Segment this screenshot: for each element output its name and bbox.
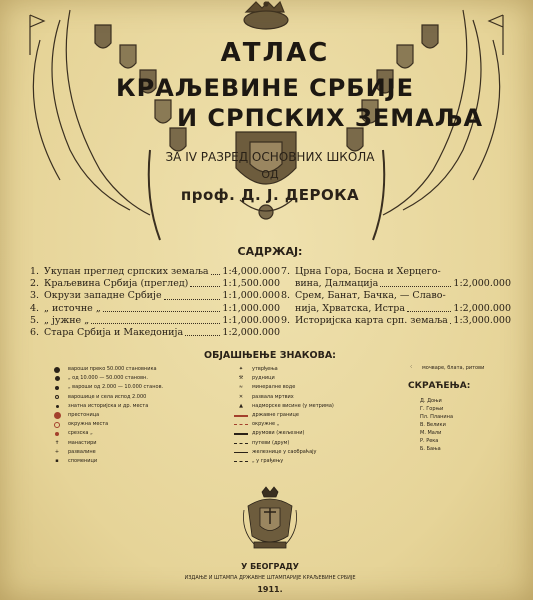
ruins-symbol: +	[54, 448, 60, 455]
monument-symbol: ▪	[55, 458, 59, 465]
abbreviations-heading: СКРАЋЕЊА:	[408, 381, 471, 391]
battle-symbol: ✕	[238, 393, 244, 400]
legend-item	[46, 448, 216, 457]
item-number: 2.	[30, 278, 40, 290]
item-number: 3.	[30, 290, 40, 302]
mineral-water-symbol: ≈	[238, 384, 244, 391]
item-scale: 1:1,000.000	[222, 314, 280, 326]
legend-text: споменици	[68, 458, 98, 465]
legend-text: железнице у саобраћају	[252, 448, 317, 455]
title-kingdom-serbia: КРАЉЕВИНЕ СРБИЈЕ	[116, 74, 414, 102]
legend-item	[46, 383, 216, 392]
legend-item	[46, 429, 216, 438]
historic-place-symbol	[46, 405, 68, 408]
item-scale: 1:4,000.000	[222, 266, 280, 277]
contents-list-right	[281, 266, 511, 327]
item-number: 6.	[30, 327, 40, 339]
town-symbol	[46, 386, 68, 390]
legend-item	[46, 457, 216, 466]
item-number: 7.	[281, 266, 291, 277]
legend-text: „ у грађењу	[252, 458, 284, 465]
item-title: Историјска карта срп. земаља	[295, 314, 448, 326]
item-title: Окрузи западне Србије	[44, 290, 162, 302]
legend-item	[230, 411, 400, 420]
contents-item	[30, 266, 280, 278]
legend-item	[230, 402, 400, 411]
main-road-symbol	[230, 433, 252, 435]
legend-text: знатна историјска и др. места	[68, 402, 149, 409]
item-title: Краљевина Србија (преглед)	[44, 278, 189, 290]
imprint-printer: ИЗДАЊЕ И ШТАМПА ДРЖАВНЕ ШТАМПАРИЈЕ КРАЉЕВИНЕ СРБИЈЕ	[184, 575, 356, 581]
subtitle-grade: ЗА IV РАЗРЕД ОСНОВНИХ ШКОЛА	[165, 150, 375, 164]
item-number: 8.	[281, 290, 291, 302]
legend-text: развалине	[68, 448, 96, 455]
contents-item	[281, 315, 511, 327]
contents-heading: САДРЖАЈ:	[237, 245, 303, 258]
item-number: 4.	[30, 302, 40, 314]
legend-item	[230, 457, 400, 466]
abbreviations-list	[420, 397, 453, 453]
legend-column-features	[230, 365, 400, 466]
legend-item	[230, 429, 400, 438]
leader-dots	[103, 303, 221, 312]
item-number	[281, 303, 295, 315]
legend-column-settlements	[46, 365, 216, 466]
legend-text: утврђења	[252, 366, 278, 372]
state-printing-emblem	[240, 486, 300, 556]
title-atlas: АТЛАС	[220, 38, 330, 68]
capital-symbol	[46, 412, 68, 419]
swamp-symbol: ⁖	[409, 365, 413, 371]
legend-text: друмови (жељезни)	[252, 430, 305, 437]
leader-dots	[450, 315, 452, 324]
legend-item	[46, 411, 216, 420]
legend-item	[46, 374, 216, 383]
contents-item	[281, 290, 511, 302]
fortress-symbol: ✦	[238, 366, 244, 372]
railway-symbol	[230, 452, 252, 453]
author-name: проф. Д. Ј. ДЕРОКА	[180, 186, 360, 204]
abbreviation-item: М. Мали	[420, 430, 442, 436]
legend-text: мочваре, блата, ритови	[422, 365, 485, 371]
legend-text: варошице и села испод 2.000	[68, 393, 147, 400]
leader-dots	[407, 303, 451, 312]
contents-item	[30, 278, 280, 290]
legend-text: вароши преко 50.000 становника	[68, 366, 157, 372]
leader-dots	[91, 315, 220, 324]
imprint-city: У БЕОГРАДУ	[241, 562, 299, 571]
legend-text: манастири	[68, 439, 97, 446]
state-border-symbol	[230, 415, 252, 417]
legend-swamp	[400, 365, 484, 371]
item-title: вина, Далмација	[295, 278, 379, 290]
item-scale: 1:2,000.000	[453, 302, 511, 314]
legend-item	[46, 393, 216, 402]
abbreviation-item: Б. Бања	[420, 446, 441, 452]
abbreviation-item: В. Велики	[420, 422, 446, 428]
legend-text: „ од 10.000 — 50.000 становн.	[68, 375, 148, 382]
contents-item	[281, 278, 511, 290]
item-scale: 1:1,000.000	[222, 302, 280, 314]
legend-text: надморске висине (у метрима)	[252, 402, 334, 409]
contents-item	[30, 290, 280, 302]
legend-text: престоница	[68, 412, 100, 419]
county-seat-symbol	[46, 432, 68, 436]
legend-item	[230, 365, 400, 374]
legend-item	[230, 448, 400, 457]
village-symbol	[46, 395, 68, 399]
item-scale: 1:2,000.000	[222, 327, 280, 339]
contents-item	[281, 266, 511, 278]
district-seat-symbol	[46, 422, 68, 428]
legend-item	[230, 439, 400, 448]
legend-text: „ вароши од 2.000 — 10.000 станов.	[68, 384, 164, 391]
abbreviation-item: Д. Доњи	[420, 398, 442, 404]
legend-item	[230, 420, 400, 429]
legend-text: окружна места	[68, 421, 109, 428]
city-symbol	[46, 376, 68, 381]
district-border-symbol	[230, 424, 252, 425]
leader-dots	[211, 266, 221, 275]
item-title: Укупан преглед српских земаља	[44, 266, 209, 277]
legend-text: срезска „	[68, 430, 93, 437]
item-scale: 1:3,000.000	[453, 314, 511, 326]
leader-dots	[185, 327, 220, 336]
legend-item	[46, 420, 216, 429]
item-number: 9.	[281, 314, 291, 326]
legend-item	[230, 383, 400, 392]
legend-text: рудници	[252, 375, 275, 382]
abbreviation-item: Р. Река	[420, 438, 439, 444]
legend-item	[230, 374, 400, 383]
item-number: 5.	[30, 314, 40, 326]
legend-text: окружне „	[252, 421, 280, 428]
abbreviation-item: Г. Горњи	[420, 406, 444, 412]
contents-list-left	[30, 266, 280, 339]
contents-item	[30, 315, 280, 327]
item-number: 1.	[30, 266, 40, 277]
item-scale: 1:1,500.000	[222, 278, 280, 290]
by-label: ОД	[261, 168, 279, 181]
railway-construction-symbol	[230, 461, 252, 462]
imprint-year: 1911.	[257, 585, 283, 594]
large-city-symbol	[46, 367, 68, 373]
monastery-symbol: ✝	[54, 439, 60, 446]
contents-item	[281, 303, 511, 315]
leader-dots	[190, 278, 220, 287]
item-scale: 1:2,000.000	[453, 278, 511, 290]
item-title: „ јужне „	[44, 314, 90, 326]
item-title: Срем, Банат, Бачка, — Славо-	[295, 290, 446, 302]
legend-text: путеви (друм)	[252, 439, 290, 446]
contents-item	[30, 327, 280, 339]
legend-text: минералне воде	[252, 384, 296, 391]
legend-heading: ОБЈАШЊЕЊЕ ЗНАКОВА:	[204, 350, 336, 361]
item-number	[281, 278, 295, 290]
leader-dots	[380, 278, 451, 287]
item-title: Црна Гора, Босна и Херцего-	[295, 266, 441, 277]
road-symbol	[230, 443, 252, 444]
legend-item	[46, 439, 216, 448]
mine-symbol: ⚒	[238, 375, 244, 382]
contents-item	[30, 303, 280, 315]
title-serbian-lands: И СРПСКИХ ЗЕМАЉА	[176, 104, 484, 132]
abbreviation-item: Пл. Планина	[420, 414, 454, 420]
legend-item	[46, 402, 216, 411]
item-scale: 1:1,000.000	[222, 290, 280, 302]
legend-item	[230, 393, 400, 402]
elevation-symbol: ▲	[239, 402, 243, 409]
leader-dots	[164, 290, 221, 299]
item-title: „ источне „	[44, 302, 101, 314]
legend-item	[46, 365, 216, 374]
item-title: Стара Србија и Македонија	[44, 327, 184, 339]
legend-text: државне границе	[252, 412, 299, 419]
item-title: нија, Хрватска, Истра	[295, 302, 405, 314]
legend-text: развала мртвих	[252, 393, 294, 400]
